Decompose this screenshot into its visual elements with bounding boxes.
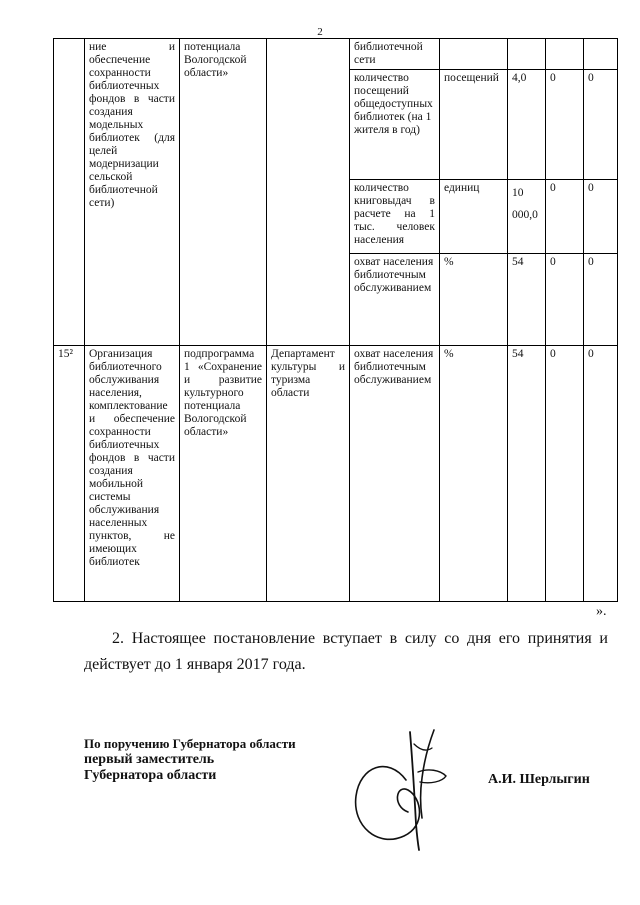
row-number-cell: 15² [54, 346, 85, 602]
indicator-name-cell: количество книговыдач в расчете на 1 тыс. человек населения [350, 180, 440, 254]
paragraph-line: 2. Настоящее постановление вступает в силу со дня его принятия и [112, 630, 608, 647]
indicator-value-cell [546, 39, 584, 70]
signer-name: А.И. Шерлыгин [488, 772, 590, 787]
indicator-unit-cell: посещений [440, 70, 508, 180]
indicator-value-cell: 0 [546, 346, 584, 602]
row-number-cell [54, 39, 85, 346]
handwritten-signature [348, 726, 468, 861]
signer-role-line: По поручению Губернатора области [84, 736, 296, 751]
table-row [54, 346, 618, 602]
indicator-value-cell: 0 [546, 254, 584, 346]
closing-quote: ». [596, 604, 607, 619]
signature-icon [348, 726, 468, 856]
indicator-unit-cell: единиц [440, 180, 508, 254]
indicator-name-cell: охват населения библиотечным обслуживанием [350, 254, 440, 346]
page-number: 2 [317, 26, 323, 38]
indicator-value-cell: 0 [546, 70, 584, 180]
executor-cell [267, 39, 350, 346]
indicator-value-cell: 0 [546, 180, 584, 254]
program-table [53, 38, 617, 600]
resolution-paragraph [86, 626, 608, 678]
task-cell: ние и обеспечение сохранности библиотечных фондов в части создания модельных библиотек (для целей модернизации сельской библиотечной сети) [85, 39, 180, 346]
indicator-value-cell: 0 [584, 254, 618, 346]
indicator-unit-cell: % [440, 346, 508, 602]
paragraph-line: действует до 1 января 2017 года. [84, 656, 306, 673]
indicator-name-cell: охват населения библиотечным обслуживанием [350, 346, 440, 602]
indicator-value-cell: 0 [584, 180, 618, 254]
indicator-unit-cell [440, 39, 508, 70]
signer-role-line: Губернатора области [84, 768, 217, 783]
signer-role-line: первый заместитель [84, 752, 215, 767]
indicator-value-cell: 4,0 [508, 70, 546, 180]
indicator-value-cell: 54 [508, 346, 546, 602]
table-row [54, 39, 618, 70]
indicator-value-cell [508, 39, 546, 70]
indicator-unit-cell: % [440, 254, 508, 346]
task-cell: Организация библиотечного обслуживания населения, комплектование и обеспечение сохранности библиотечных фондов в части создания мобильной системы обслуживания населенных пунктов, не имеющих библиотек [85, 346, 180, 602]
indicator-name-cell: библиотечной сети [350, 39, 440, 70]
indicator-name-cell: количество посещений общедоступных библиотек (на 1 жителя в год) [350, 70, 440, 180]
executor-cell: Департамент культуры и туризма области [267, 346, 350, 602]
indicator-value-cell: 0 [584, 70, 618, 180]
signature-block [84, 736, 296, 784]
program-cell: потенциала Вологодской области» [180, 39, 267, 346]
indicator-value-cell: 0 [584, 346, 618, 602]
indicator-value-cell [584, 39, 618, 70]
program-cell: подпрограмма 1 «Сохранение и развитие культурного потенциала Вологодской области» [180, 346, 267, 602]
indicator-value-cell: 54 [508, 254, 546, 346]
indicator-value-cell: 10 000,0 [508, 180, 546, 254]
